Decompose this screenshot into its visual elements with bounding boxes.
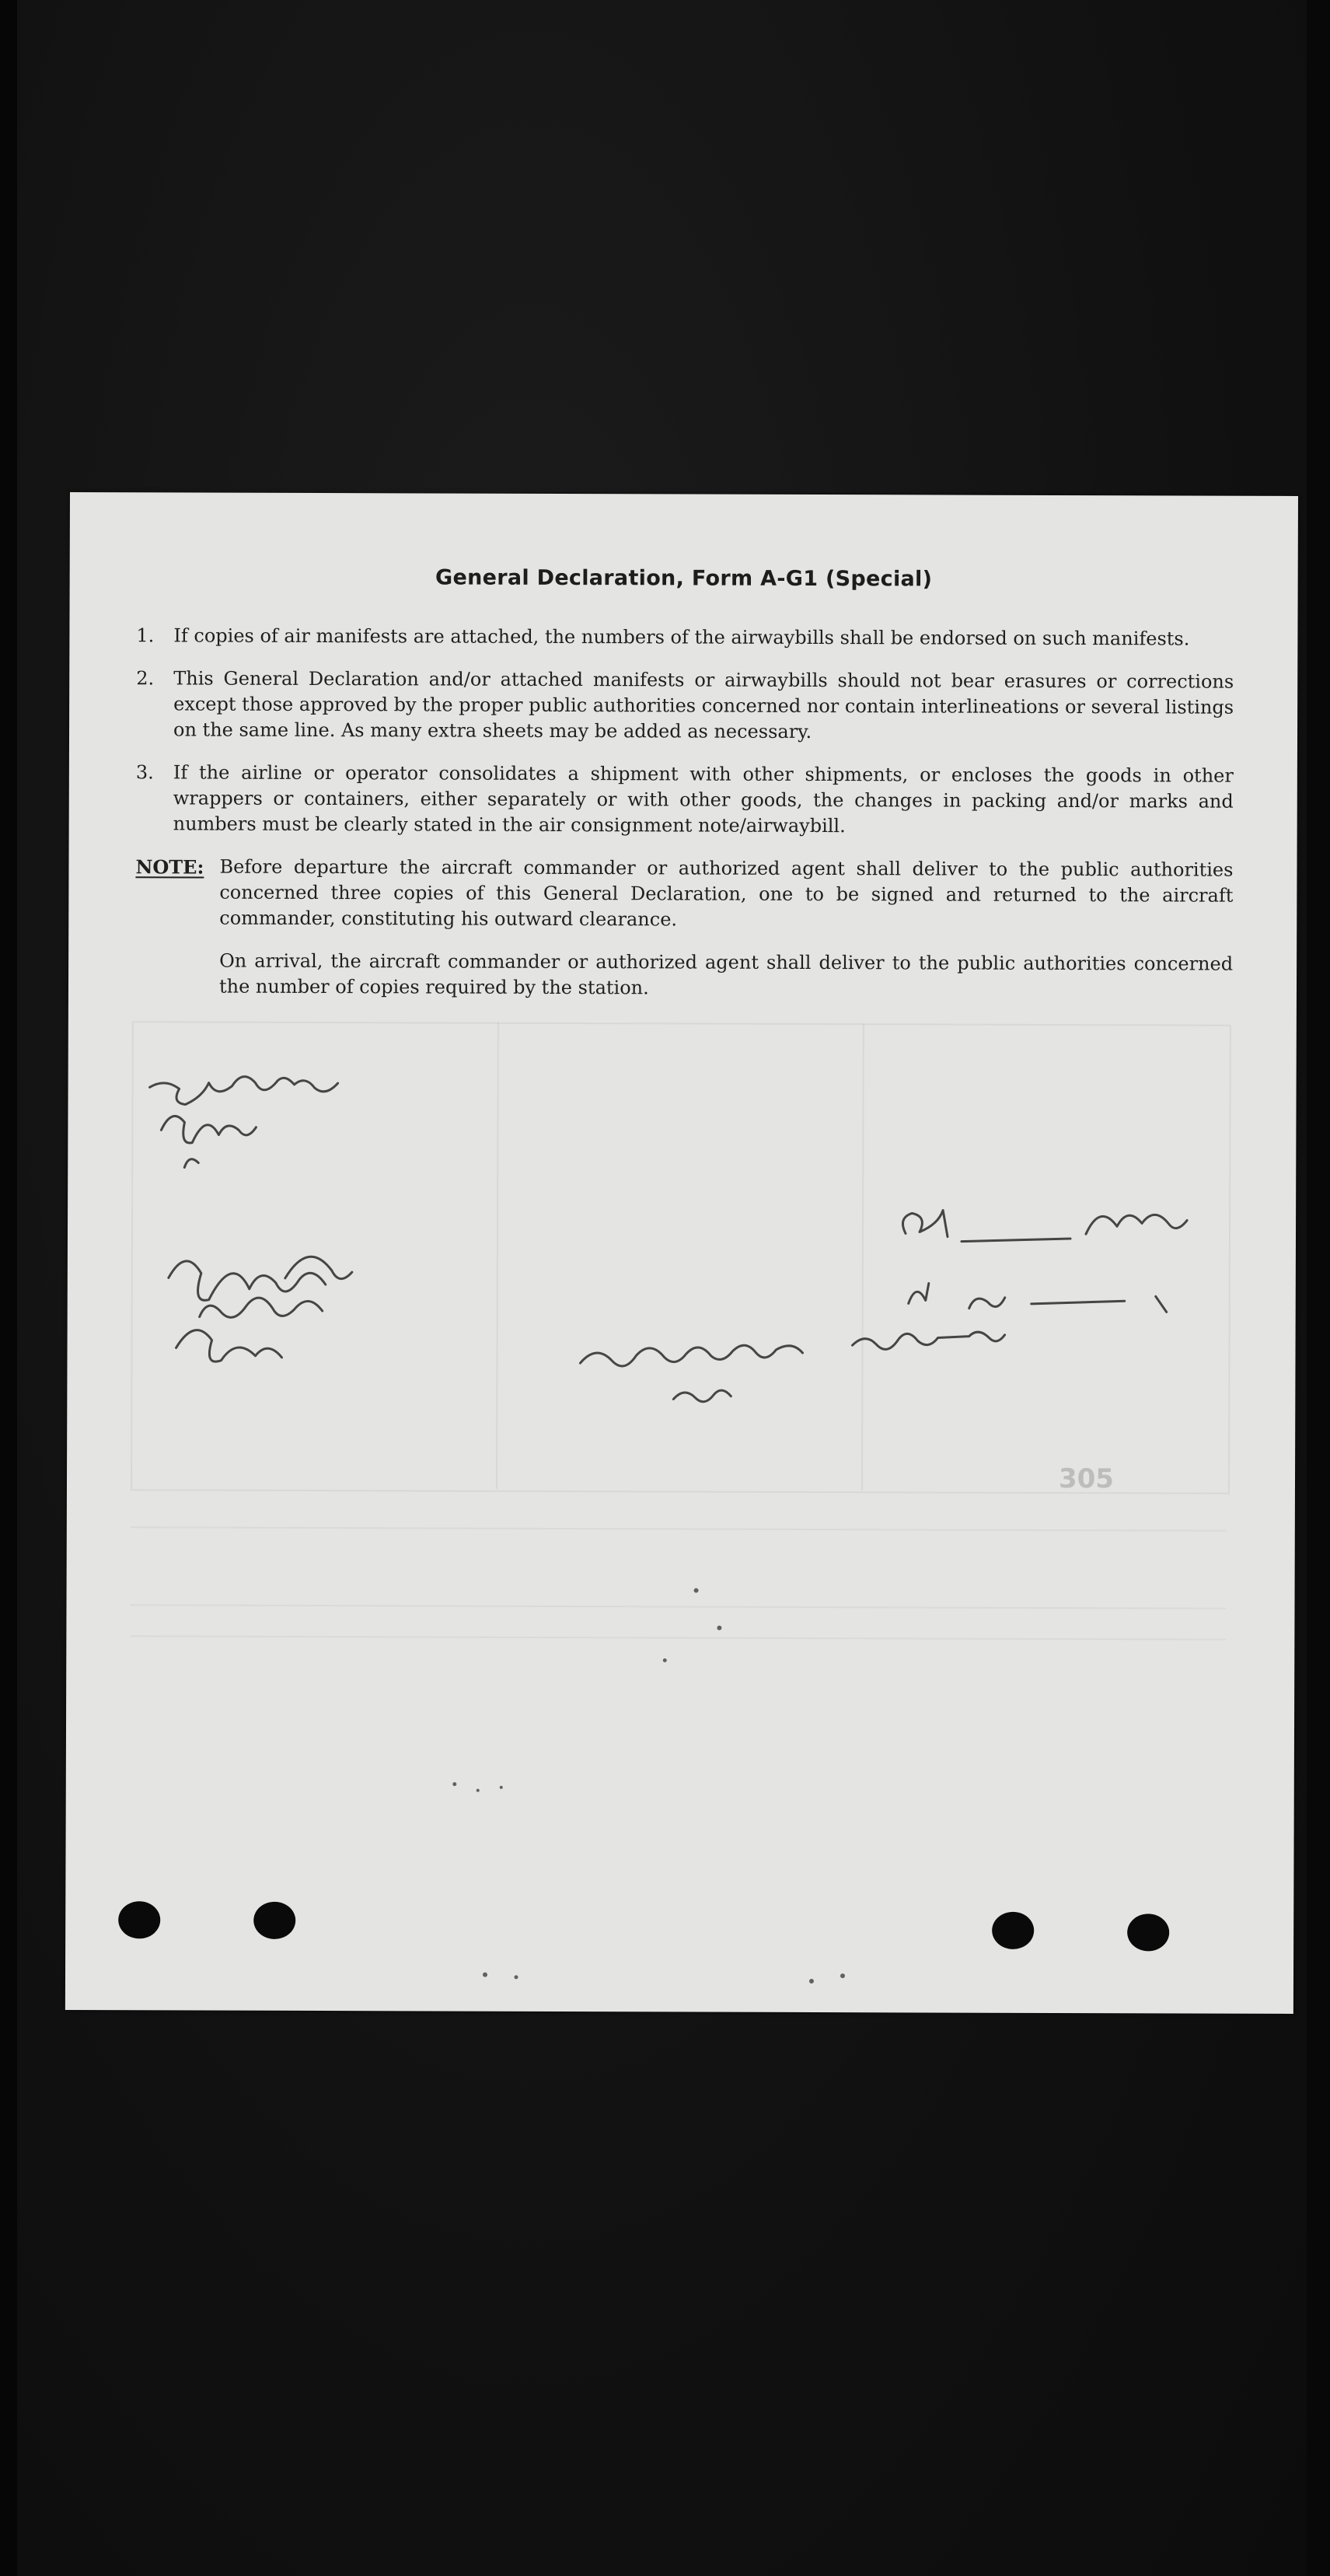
note-paragraph-1: Before departure the aircraft commander or authorized agent shall deliver to the public authorities concerned three copies of this General Declaration, one to be signed and returned to the aircraft commander, constituting his outward clearance.: [219, 855, 1234, 931]
item-text: If copies of air manifests are attached, the numbers of the airwaybills shall be endorsed on such manifests.: [173, 624, 1190, 650]
punch-hole: [253, 1902, 295, 1939]
handwritten-annotations: [65, 492, 1298, 2014]
punch-hole: [1127, 1914, 1169, 1951]
item-text: This General Declaration and/or attached manifests or airwaybills should not bear erasures or corrections except those approved by the proper public authorities concerned nor contain interlineations or several listings on the same line. As many extra sheets may be added as necessary.: [173, 667, 1234, 743]
note-paragraph-2: On arrival, the aircraft commander or authorized agent shall deliver to the public authorities concerned the number of copies required by the station.: [218, 949, 1234, 999]
item-text: If the airline or operator consolidates a shipment with other shipments, or encloses the goods in other wrappers or containers, either separately or with other goods, the changes in packing and/or marks and numbers must be clearly stated in the air consignment note/airwaybill.: [173, 761, 1234, 837]
punch-hole: [118, 1901, 160, 1938]
item-number: 1.: [136, 624, 155, 647]
punch-hole: [992, 1912, 1034, 1949]
item-number: 3.: [135, 761, 154, 784]
film-edge-left: [0, 0, 17, 2576]
bleed-through-number: 305: [1058, 1463, 1115, 1495]
declaration-sheet: [65, 492, 1298, 2014]
note-label: NOTE:: [135, 855, 204, 879]
page-title: General Declaration, Form A-G1 (Special): [435, 565, 933, 592]
item-number: 2.: [136, 667, 155, 690]
film-edge-right: [1307, 0, 1330, 2576]
